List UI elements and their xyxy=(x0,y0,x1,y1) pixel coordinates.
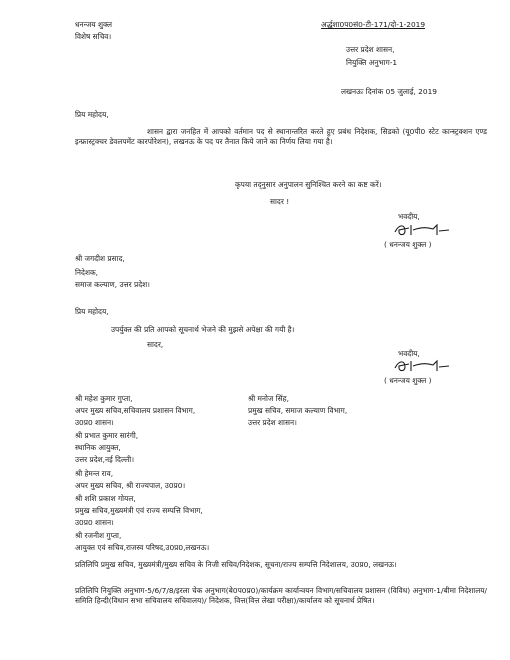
copy-note-1: प्रतिलिपि प्रमुख सचिव, मुख्यमंत्री/मुख्य सचिव के निजी सचिव/निदेशक, सूचना/राज्य सम्पत्ति निदेशालय, उ0प्र0, लखनऊ। xyxy=(75,560,397,569)
signature-2 xyxy=(393,358,451,374)
recipient-left-4-line-3: उ0प्र0 शासन। xyxy=(75,518,114,527)
recipient-left-5-line-1: श्री रजनीश गुप्ता, xyxy=(75,531,122,540)
copy-note-2: प्रतिलिपि नियुक्ति अनुभाग-5/6/7/8/इरला चेक अनुभाग(बे0प0प्र0)/कार्यक्रम कार्यान्वयन विभाग/सचिवालय प्रशासन (विविध) अनुभाग-1/बीमा निदेशालय/समिति हिन्दी(विधान सभा सचिवालय सचिवालय)/ निदेशक, वित्त(वित्त लेखा परीक्षा)/कार्यालय को सूचनार्थ प्रेषित। xyxy=(75,586,487,605)
addressee-name: श्री जगदीश प्रसाद, xyxy=(75,254,125,263)
recipient-left-2-line-1: श्री प्रभात कुमार सारंगी, xyxy=(75,431,139,440)
letter1-body: शासन द्वारा जनहित में आपको वर्तमान पद से स्थानान्तरित करते हुए प्रबंध निदेशक, सिडको (यू0पी0 स्टेट कान्स्ट्रक्शन एण्ड इन्फ्रास्ट्रक्चर डेवलपमेंट कारपोरेशन), लखनऊ के पद पर तैनात किये जाने का निर्णय लिया गया है। xyxy=(75,127,487,146)
letter2-salutation: प्रिय महोदय, xyxy=(75,307,109,316)
reference-number: अर्द्धशा0प0सं0-टी-171/दो-1-2019 xyxy=(321,20,426,29)
letter1-request: कृपया तद्नुसार अनुपालन सुनिश्चित करने का कष्ट करें। xyxy=(235,180,382,189)
letter1-closing: सादर ! xyxy=(270,197,290,206)
recipient-right-line-1: श्री मनोज सिंह, xyxy=(248,394,289,403)
recipient-left-2-line-2: स्थानिक आयुक्त, xyxy=(75,443,121,452)
recipient-left-4-line-2: प्रमुख सचिव,मुख्यमंत्री एवं राज्य सम्पत्ति विभाग, xyxy=(75,506,203,515)
addressee-department: समाज कल्याण, उत्तर प्रदेश। xyxy=(75,280,150,289)
addressee-designation: निदेशक, xyxy=(75,268,98,277)
office-line-1: उत्तर प्रदेश शासन, xyxy=(346,45,395,54)
recipient-right-line-2: प्रमुख सचिव, समाज कल्याण विभाग, xyxy=(248,406,348,415)
recipient-left-5-line-2: आयुक्त एवं सचिव,राजस्व परिषद,उ0प्र0,लखनऊ। xyxy=(75,543,210,552)
letter2-signatory: ( धनन्जय शुक्ल ) xyxy=(384,376,432,385)
recipient-left-4-line-1: श्री शशि प्रकाश गोयल, xyxy=(75,494,136,503)
recipient-left-1-line-3: उ0प्र0 शासन। xyxy=(75,418,114,427)
recipient-left-3-line-1: श्री हेमन्त राव, xyxy=(75,469,114,478)
sender-designation: विशेष सचिव। xyxy=(75,32,112,41)
recipient-right-line-3: उत्तर प्रदेश शासन। xyxy=(248,418,297,427)
office-line-2: नियुक्ति अनुभाग-1 xyxy=(346,58,398,67)
recipient-left-1-line-2: अपर मुख्य सचिव,सचिवालय प्रशासन विभाग, xyxy=(75,406,196,415)
recipient-left-3-line-2: अपर मुख्य सचिव, श्री राज्यपाल, उ0प्र0। xyxy=(75,481,186,490)
letter2-body: उपर्युक्त की प्रति आपको सूचनार्थ भेजने की मुझसे अपेक्षा की गयी है। xyxy=(111,325,295,334)
recipient-left-1-line-1: श्री महेश कुमार गुप्ता, xyxy=(75,394,133,403)
recipient-left-2-line-3: उत्तर प्रदेश,नई दिल्ली। xyxy=(75,455,135,464)
letter1-valediction: भवदीय, xyxy=(398,212,420,221)
letter1-salutation: प्रिय महोदय, xyxy=(75,110,109,119)
letter2-valediction: भवदीय, xyxy=(398,349,420,358)
letter1-signatory: ( धनन्जय शुक्ल ) xyxy=(384,240,432,249)
date-line: लखनऊः दिनांक 05 जुलाई, 2019 xyxy=(341,87,437,96)
letter2-closing: सादर, xyxy=(147,340,164,349)
signature-1 xyxy=(393,222,451,238)
sender-name: धनन्जय शुक्ल xyxy=(75,20,113,29)
